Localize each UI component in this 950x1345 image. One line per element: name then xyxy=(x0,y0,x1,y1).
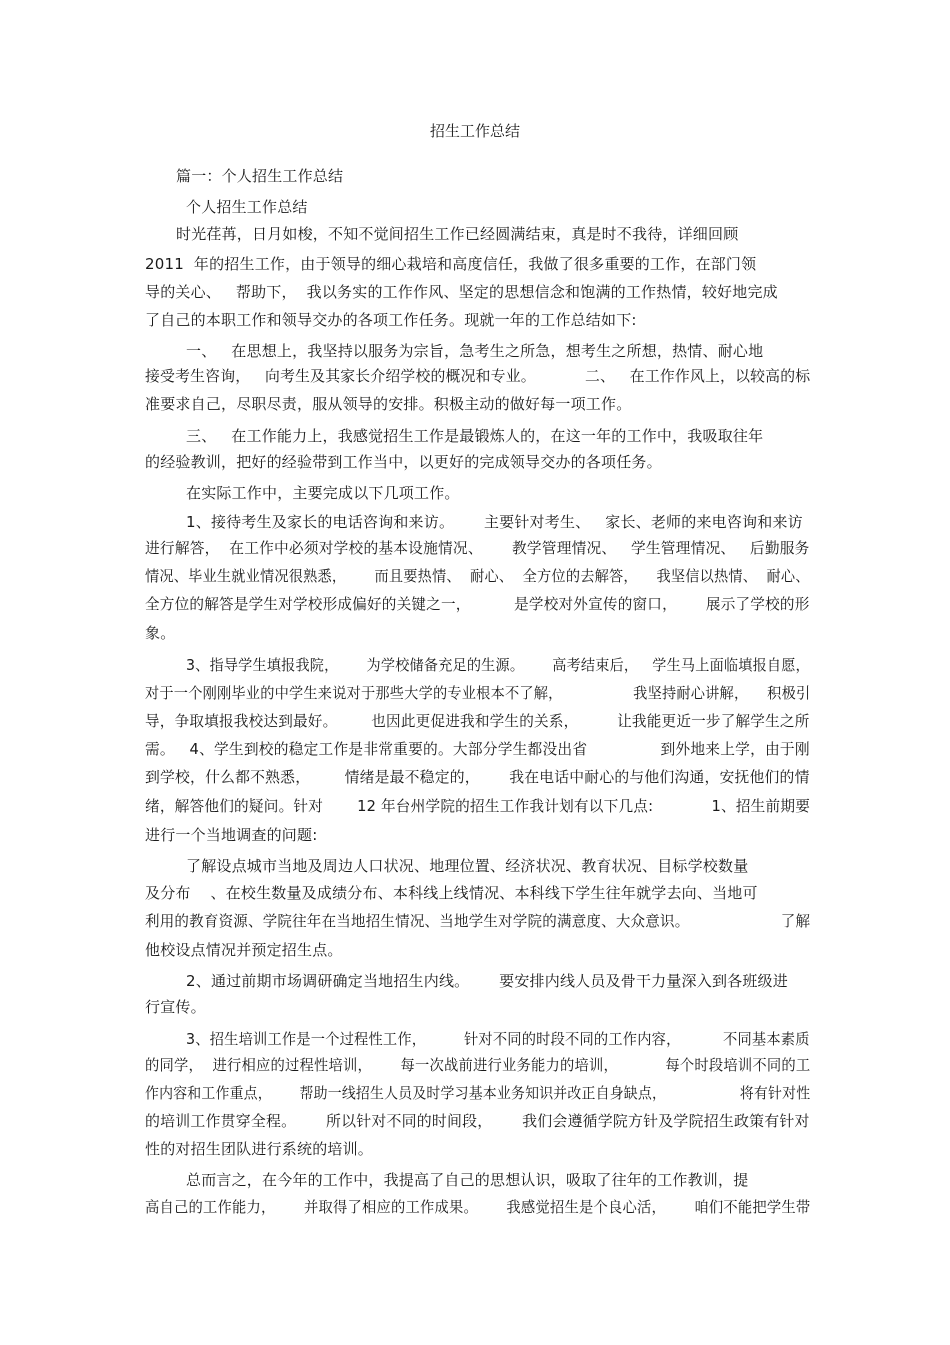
paragraph-line: 的培训工作贯穿全程。 所以针对不同的时间段， 我们会遵循学院方针及学院招生政策有针对 xyxy=(145,1112,810,1130)
paragraph-line: 三、 在工作能力上，我感觉招生工作是最锻炼人的，在这一年的工作中，我吸取往年 xyxy=(186,427,764,445)
paragraph-line: 导的关心、 帮助下， 我以务实的工作作风、坚定的思想信念和饱满的工作热情，较好地完成 xyxy=(145,283,778,301)
paragraph-line: 高自己的工作能力， 并取得了相应的工作成果。 我感觉招生是个良心活， 咱们不能把学生带 xyxy=(145,1198,811,1216)
paragraph-line: 3、指导学生填报我院， 为学校储备充足的生源。 高考结束后， 学生马上面临填报自愿， xyxy=(186,656,810,674)
paragraph-line: 绪，解答他们的疑问。针对 12 年台州学院的招生工作我计划有以下几点: 1、招生前期要 xyxy=(145,797,811,815)
paragraph-line: 准要求自己，尽职尽责，服从领导的安排。积极主动的做好每一项工作。 xyxy=(145,395,632,413)
paragraph-line: 进行解答， 在工作中必须对学校的基本设施情况、 教学管理情况、 学生管理情况、 后勤服务 xyxy=(145,539,810,557)
paragraph-line: 在实际工作中，主要完成以下几项工作。 xyxy=(186,484,460,502)
paragraph-line: 到学校，什么都不熟悉， 情绪是最不稳定的， 我在电话中耐心的与他们沟通，安抚他们的情 xyxy=(145,768,810,786)
paragraph-line: 性的对招生团队进行系统的培训。 xyxy=(145,1140,374,1158)
paragraph-line: 了自己的本职工作和领导交办的各项工作任务。现就一年的工作总结如下: xyxy=(145,311,637,329)
paragraph-line: 需。 4、学生到校的稳定工作是非常重要的。大部分学生都没出省 到外地来上学，由于刚 xyxy=(145,740,810,758)
paragraph-line: 的经验教训，把好的经验带到工作当中，以更好的完成领导交办的各项任务。 xyxy=(145,453,662,471)
paragraph-line: 1、接待考生及家长的电话咨询和来访。 主要针对考生、 家长、老师的来电咨询和来访 xyxy=(186,513,803,531)
paragraph-line: 进行一个当地调查的问题: xyxy=(145,826,318,844)
paragraph-line: 2011 年的招生工作，由于领导的细心栽培和高度信任，我做了很多重要的工作，在部门领 xyxy=(145,255,757,273)
paragraph-line: 的同学， 进行相应的过程性培训， 每一次战前进行业务能力的培训， 每个时段培训不同的工 xyxy=(145,1056,811,1074)
paragraph-line: 一、 在思想上，我坚持以服务为宗旨，急考生之所急，想考生之所想，热情、耐心地 xyxy=(186,342,764,360)
paragraph-line: 作内容和工作重点， 帮助一线招生人员及时学习基本业务知识并改正自身缺点， 将有针对性 xyxy=(145,1084,811,1102)
paragraph-line: 及分布 、在校生数量及成绩分布、本科线上线情况、本科线下学生往年就学去向、当地可 xyxy=(145,884,758,902)
paragraph-line: 行宣传。 xyxy=(145,998,206,1016)
paragraph-line: 对于一个刚刚毕业的中学生来说对于那些大学的专业根本不了解， 我坚持耐心讲解， 积极引 xyxy=(145,684,811,702)
paragraph-line: 总而言之，在今年的工作中，我提高了自己的思想认识，吸取了往年的工作教训，提 xyxy=(186,1171,749,1189)
paragraph-line: 3、招生培训工作是一个过程性工作， 针对不同的时段不同的工作内容， 不同基本素质 xyxy=(186,1030,810,1048)
paragraph-line: 利用的教育资源、学院往年在当地招生情况、当地学生对学院的满意度、大众意识。 了解 xyxy=(145,912,811,930)
subheading: 个人招生工作总结 xyxy=(186,198,308,216)
document-title: 招生工作总结 xyxy=(429,122,520,140)
paragraph-line: 象。 xyxy=(145,624,176,642)
paragraph-line: 情况、毕业生就业情况很熟悉， 而且要热情、 耐心、 全方位的去解答， 我坚信以热情、 耐心、 xyxy=(145,567,810,585)
paragraph-line: 接受考生咨询， 向考生及其家长介绍学校的概况和专业。 二、 在工作作风上，以较高的标 xyxy=(145,367,811,385)
paragraph-line: 他校设点情况并预定招生点。 xyxy=(145,941,343,959)
paragraph-line: 了解设点城市当地及周边人口状况、地理位置、经济状况、教育状况、目标学校数量 xyxy=(186,857,749,875)
paragraph-line: 导，争取填报我校达到最好。 也因此更促进我和学生的关系， 让我能更近一步了解学生之所 xyxy=(145,712,810,730)
paragraph-line: 时光荏苒，日月如梭，不知不觉间招生工作已经圆满结束，真是时不我待，详细回顾 xyxy=(176,225,739,243)
paragraph-line: 2、通过前期市场调研确定当地招生内线。 要安排内线人员及骨干力量深入到各班级进 xyxy=(186,972,788,990)
section-heading: 篇一：个人招生工作总结 xyxy=(176,167,344,185)
paragraph-line: 全方位的解答是学生对学校形成偏好的关键之一， 是学校对外宣传的窗口， 展示了学校的形 xyxy=(145,595,810,613)
